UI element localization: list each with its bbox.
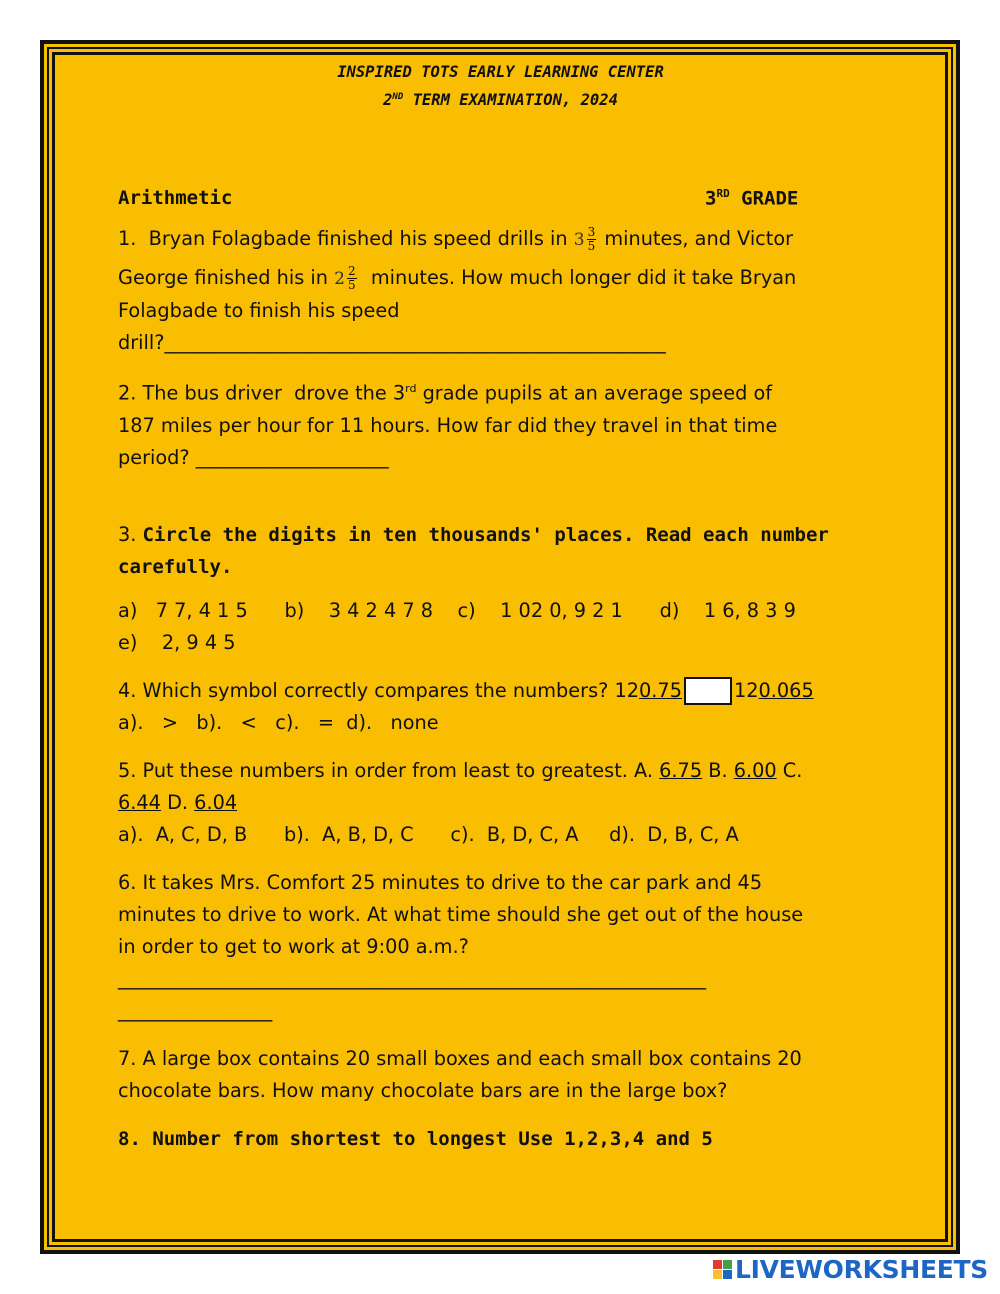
q4-number-1: 0.75 (639, 678, 682, 702)
q1-line-3: Folagbade to finish his speed (118, 299, 400, 323)
grade-suffix: RD (716, 187, 730, 201)
q8-instruction: 8. Number from shortest to longest Use 1,2,3,4 and 5 (118, 1127, 713, 1150)
question-4 (118, 675, 883, 739)
worksheet-content (118, 60, 883, 1155)
q5-text: 5. Put these numbers in order from least to greatest. A. (118, 758, 660, 782)
question-8 (118, 1123, 883, 1155)
q6-line-3: in order to get to work at 9:00 a.m.? (118, 934, 469, 958)
question-7 (118, 1043, 883, 1107)
school-name: INSPIRED TOTS EARLY LEARNING CENTER (337, 63, 664, 81)
q5-line-2 (118, 787, 883, 819)
term-number: 2 (383, 91, 393, 110)
term-suffix: ND (392, 92, 404, 102)
q2-text-a: 2. The bus driver drove the 3 (118, 381, 406, 405)
q1-fraction-1-den: 5 (587, 239, 596, 254)
q1-text-c: George finished his in (118, 266, 335, 290)
q1-fraction-2 (347, 265, 357, 292)
exam-header (118, 60, 883, 113)
q5-value-b: 6.00 (733, 758, 777, 782)
q1-fraction-2-num: 2 (347, 264, 356, 279)
exam-term (118, 85, 883, 113)
q3-options[interactable]: a) 7 7, 4 1 5 b) 3 4 2 4 7 8 c) 1 02 0, 9 2 1 d) 1 6, 8 3 9 (118, 598, 796, 622)
q4-number-2: 0.065 (758, 678, 814, 702)
grade-label (705, 187, 798, 209)
term-title: TERM EXAMINATION, 2024 (403, 91, 618, 110)
q3-line-2: carefully. (118, 555, 233, 578)
subject-row (118, 187, 883, 217)
question-3 (118, 519, 883, 659)
q6-answer-line-2[interactable]: ________________ (118, 998, 273, 1022)
q4-options[interactable]: a). > b). < c). = d). none (118, 710, 439, 734)
q3-line-1 (118, 519, 883, 551)
logo-mark-icon (713, 1260, 732, 1279)
q1-line-1 (118, 223, 883, 256)
subject-label: Arithmetic (118, 187, 233, 210)
q4-number-2-prefix: 12 (733, 678, 759, 702)
q3-instruction: Circle the digits in ten thousands' places. Read each number (142, 523, 829, 546)
q2-line-1 (118, 373, 883, 409)
q5-value-d: 6.04 (194, 790, 238, 814)
q6-line-2: minutes to drive to work. At what time should she get out of the house (118, 902, 804, 926)
q4-line-1 (118, 675, 883, 707)
question-2 (118, 373, 883, 473)
q2-line-2: 187 miles per hour for 11 hours. How far did they travel in that time (118, 413, 778, 437)
q1-fraction-2-den: 5 (347, 278, 356, 293)
q5-label-c: C. (776, 758, 803, 782)
q5-options[interactable]: a). A, C, D, B b). A, B, D, C c). B, D, C, A d). D, B, C, A (118, 822, 739, 846)
q1-text-b: minutes, and Victor (598, 227, 794, 251)
q5-line-1 (118, 755, 883, 787)
q5-label-b: B. (702, 758, 734, 782)
q1-text-a: 1. Bryan Folagbade finished his speed drills in (118, 227, 574, 251)
liveworksheets-logo[interactable] (713, 1254, 988, 1284)
q2-text-b: grade pupils at an average speed of (416, 381, 773, 405)
q1-text-d: minutes. How much longer did it take Bryan (358, 266, 797, 290)
q5-value-c: 6.44 (118, 790, 161, 814)
question-5 (118, 755, 883, 851)
q7-line-1: 7. A large box contains 20 small boxes and each small box contains 20 (118, 1046, 802, 1070)
compare-answer-box[interactable] (684, 677, 732, 705)
q1-fraction-1 (587, 226, 597, 253)
q5-value-a: 6.75 (659, 758, 703, 782)
q7-line-2: chocolate bars. How many chocolate bars are in the large box? (118, 1078, 728, 1102)
q4-text: 4. Which symbol correctly compares the numbers? 12 (118, 678, 640, 702)
grade-number: 3 (705, 187, 717, 210)
logo-text: LIVEWORKSHEETS (734, 1254, 988, 1284)
q3-number: 3. (118, 522, 143, 546)
q1-line-2 (118, 262, 883, 295)
q2-answer-line[interactable]: period? ____________________ (118, 445, 389, 469)
q6-line-1: 6. It takes Mrs. Comfort 25 minutes to drive to the car park and 45 (118, 870, 763, 894)
q5-label-d: D. (160, 790, 195, 814)
q1-fraction-2-whole: 2 (334, 269, 345, 290)
question-1 (118, 223, 883, 359)
grade-word: GRADE (729, 187, 799, 210)
question-6 (118, 867, 883, 1027)
q1-fraction-1-whole: 3 (573, 230, 585, 251)
q6-answer-line-1[interactable]: _____________________________________________________________ (118, 966, 707, 990)
q1-answer-line[interactable]: drill?____________________________________________________ (118, 331, 666, 355)
q1-fraction-1-num: 3 (587, 225, 596, 240)
q2-suffix: rd (405, 382, 417, 396)
q3-options-2[interactable]: e) 2, 9 4 5 (118, 630, 236, 654)
worksheet-page (40, 40, 960, 1254)
